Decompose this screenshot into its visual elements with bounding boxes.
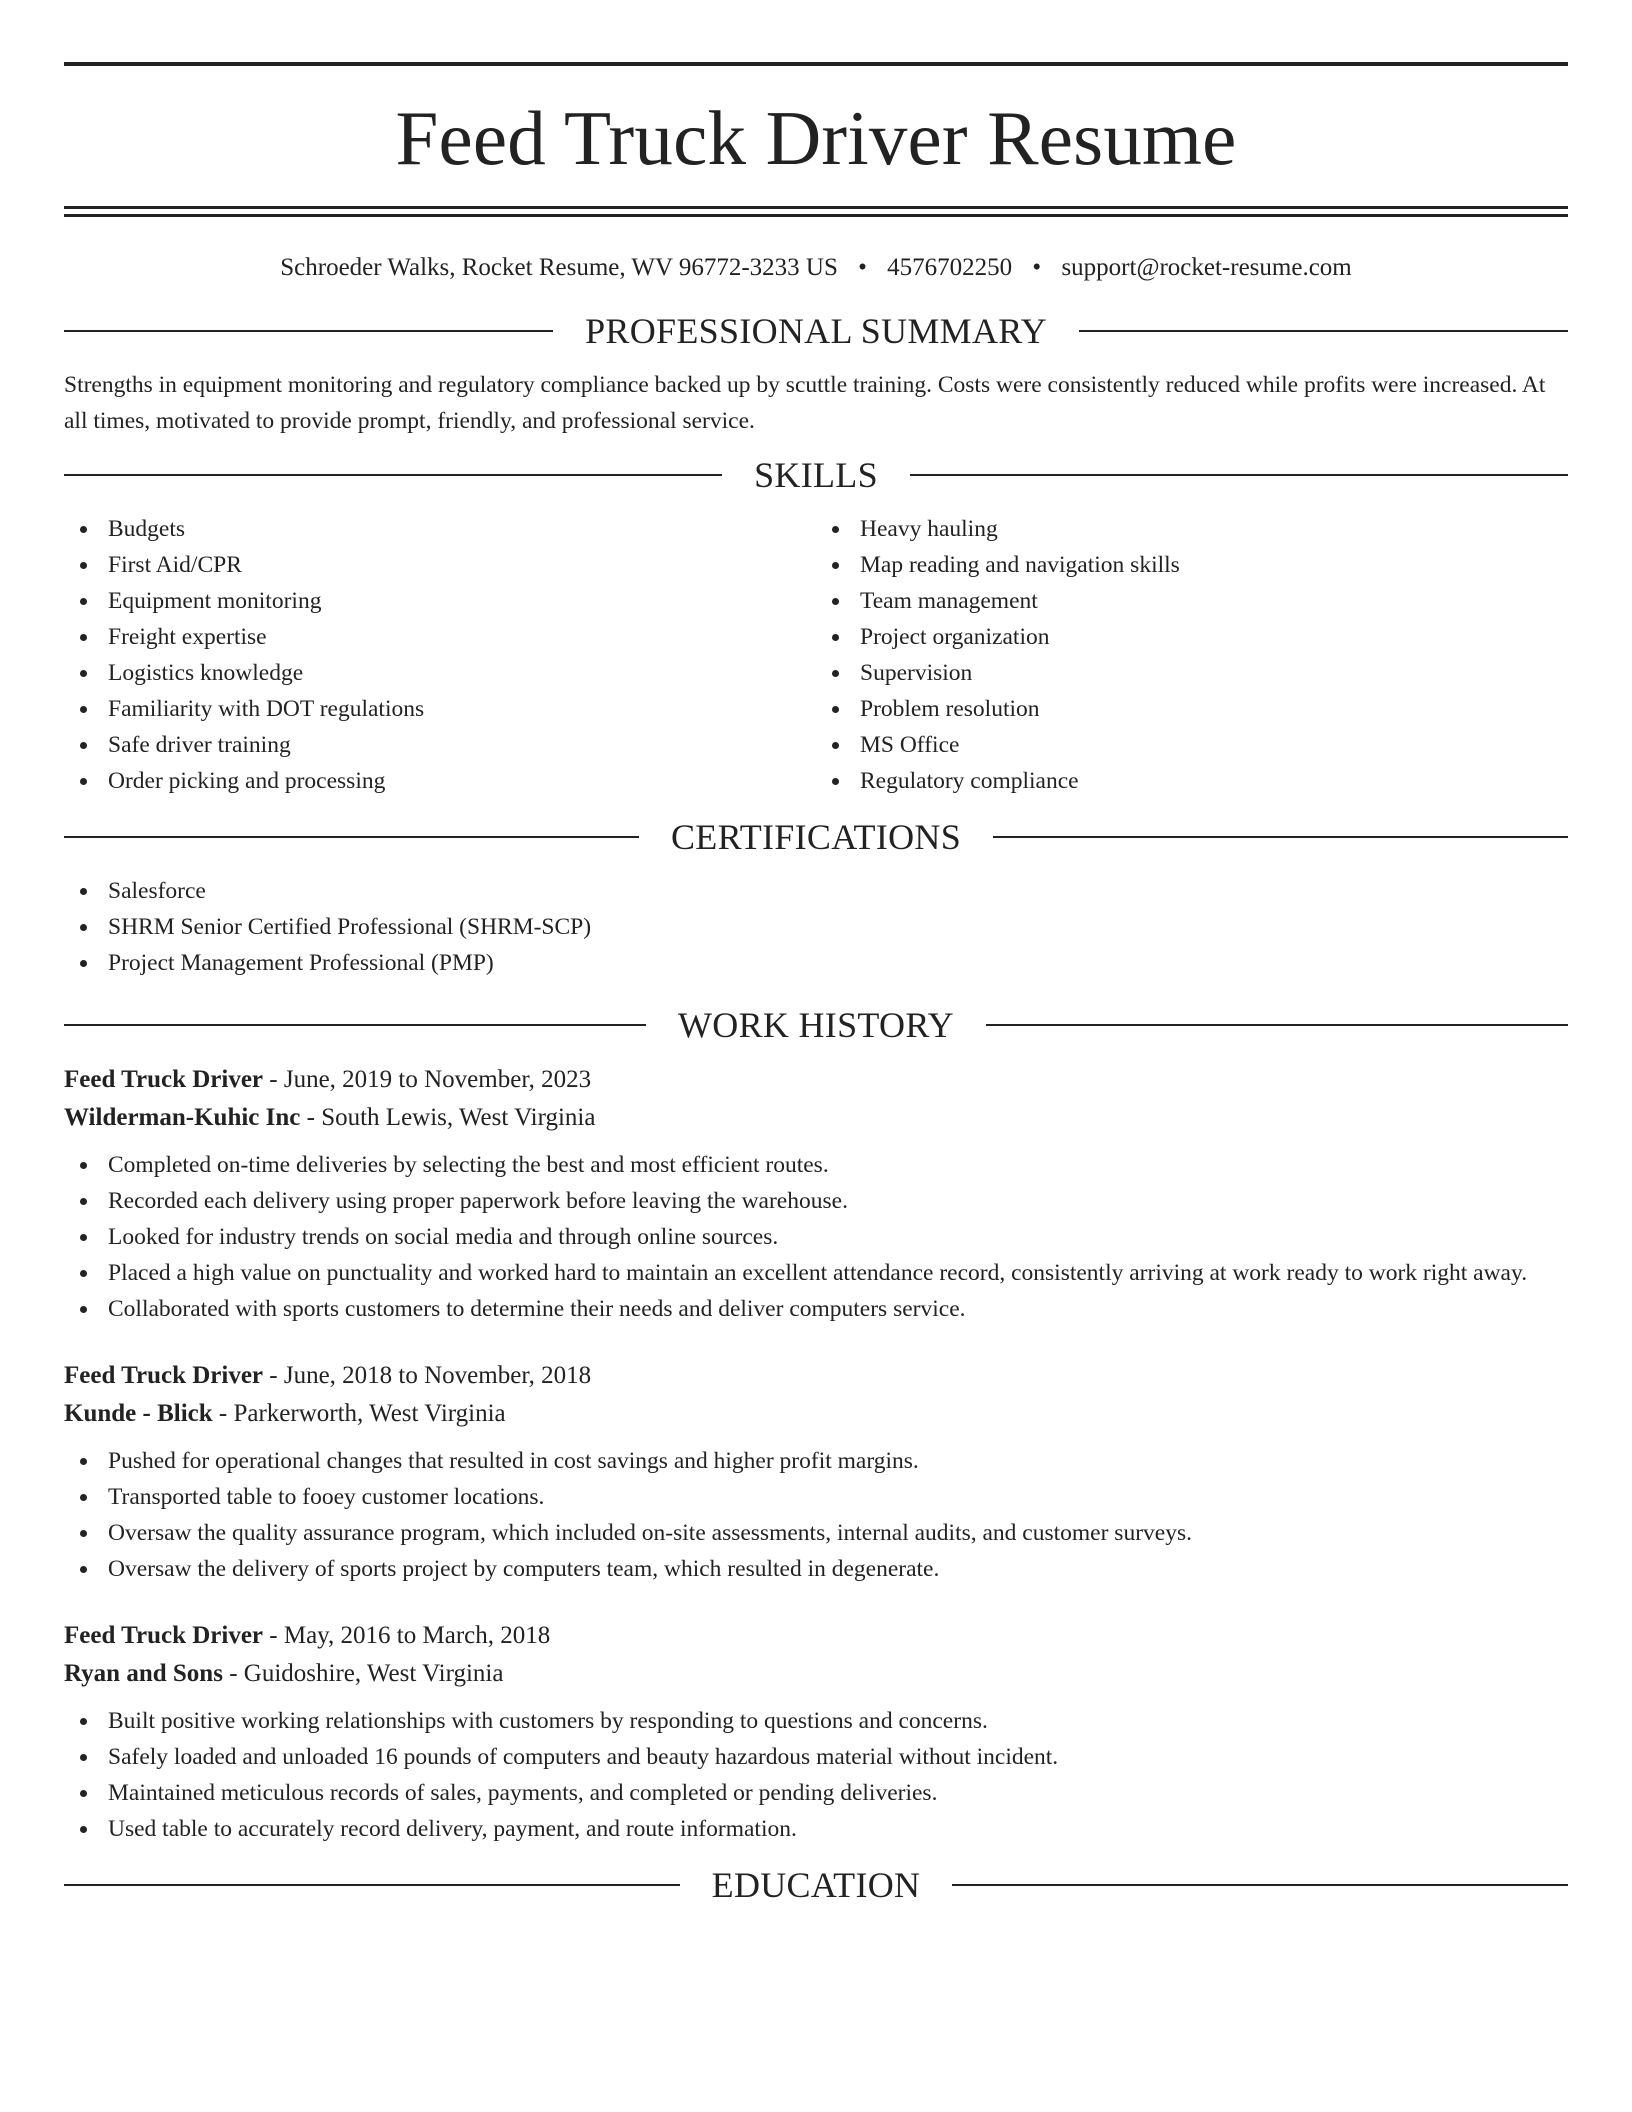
section-header-skills — [64, 453, 1568, 497]
section-rule-right — [986, 1024, 1568, 1026]
skills-columns — [64, 497, 1568, 799]
job-bullet: Oversaw the quality assurance program, which included on-site assessments, internal audits, and customer surveys. — [64, 1515, 1568, 1551]
skill-item: Order picking and processing — [64, 763, 816, 799]
job-title-line — [64, 1061, 1568, 1099]
job-company-line — [64, 1655, 1568, 1693]
job-bullets — [64, 1703, 1568, 1847]
skill-item: Problem resolution — [816, 691, 1568, 727]
title-double-rule — [64, 206, 1568, 217]
contact-email: support@rocket-resume.com — [1061, 254, 1352, 281]
contact-separator: • — [858, 254, 867, 281]
section-header-summary — [64, 309, 1568, 353]
job-title: Feed Truck Driver — [64, 1066, 264, 1093]
job-company: Ryan and Sons — [64, 1660, 223, 1687]
skill-item: Familiarity with DOT regulations — [64, 691, 816, 727]
contact-address: Schroeder Walks, Rocket Resume, WV 96772-3233 US — [280, 254, 838, 281]
job-title-line — [64, 1357, 1568, 1395]
job-location: - South Lewis, West Virginia — [300, 1104, 596, 1131]
skill-item: Regulatory compliance — [816, 763, 1568, 799]
job-bullet: Used table to accurately record delivery, payment, and route information. — [64, 1811, 1568, 1847]
section-title-education: EDUCATION — [711, 1865, 921, 1905]
job-company-line — [64, 1395, 1568, 1433]
job-bullet: Safely loaded and unloaded 16 pounds of computers and beauty hazardous material without incident. — [64, 1739, 1568, 1775]
job-location: - Parkerworth, West Virginia — [212, 1400, 506, 1427]
skill-item: Team management — [816, 583, 1568, 619]
page-title: Feed Truck Driver Resume — [395, 95, 1237, 181]
contact-separator: • — [1032, 254, 1042, 281]
job-bullet: Collaborated with sports customers to determine their needs and deliver computers service. — [64, 1291, 1568, 1327]
section-title-certifications: CERTIFICATIONS — [670, 817, 962, 857]
certification-item: Salesforce — [64, 873, 1568, 909]
job-company: Wilderman-Kuhic Inc — [64, 1104, 301, 1131]
section-rule-left — [64, 836, 639, 838]
section-rule-left — [64, 474, 722, 476]
job-bullet: Maintained meticulous records of sales, payments, and completed or pending deliveries. — [64, 1775, 1568, 1811]
section-header-education — [64, 1863, 1568, 1907]
job-dates: - May, 2016 to March, 2018 — [263, 1622, 551, 1649]
job-entry — [64, 1617, 1568, 1847]
certification-item: Project Management Professional (PMP) — [64, 945, 1568, 981]
certifications-list — [64, 873, 1568, 981]
job-bullet: Recorded each delivery using proper paperwork before leaving the warehouse. — [64, 1183, 1568, 1219]
skill-item: Equipment monitoring — [64, 583, 816, 619]
job-bullet: Built positive working relationships with customers by responding to questions and concerns. — [64, 1703, 1568, 1739]
job-dates: - June, 2019 to November, 2023 — [263, 1066, 592, 1093]
section-title-summary: PROFESSIONAL SUMMARY — [585, 311, 1047, 351]
section-rule-left — [64, 330, 553, 332]
job-entry — [64, 1357, 1568, 1587]
skill-item: Freight expertise — [64, 619, 816, 655]
skill-item: MS Office — [816, 727, 1568, 763]
skill-item: First Aid/CPR — [64, 547, 816, 583]
skill-item: Project organization — [816, 619, 1568, 655]
job-location: - Guidoshire, West Virginia — [222, 1660, 504, 1687]
skills-list-left — [64, 511, 816, 799]
section-header-certifications — [64, 815, 1568, 859]
job-title-line — [64, 1617, 1568, 1655]
section-rule-right — [993, 836, 1568, 838]
contact-phone: 4576702250 — [887, 254, 1013, 281]
section-header-work-history — [64, 1003, 1568, 1047]
contact-line — [64, 253, 1568, 283]
job-bullet: Completed on-time deliveries by selecting the best and most efficient routes. — [64, 1147, 1568, 1183]
skill-item: Heavy hauling — [816, 511, 1568, 547]
skills-list-right — [816, 511, 1568, 799]
skill-item: Supervision — [816, 655, 1568, 691]
job-bullet: Looked for industry trends on social media and through online sources. — [64, 1219, 1568, 1255]
skill-item: Budgets — [64, 511, 816, 547]
job-title: Feed Truck Driver — [64, 1622, 264, 1649]
section-rule-left — [64, 1884, 680, 1886]
job-dates: - June, 2018 to November, 2018 — [263, 1362, 592, 1389]
skill-item: Map reading and navigation skills — [816, 547, 1568, 583]
section-rule-right — [952, 1884, 1568, 1886]
job-company: Kunde - Blick — [64, 1400, 213, 1427]
job-bullets — [64, 1443, 1568, 1587]
top-rule — [64, 62, 1568, 66]
section-rule-left — [64, 1024, 646, 1026]
certification-item: SHRM Senior Certified Professional (SHRM-SCP) — [64, 909, 1568, 945]
job-bullet: Oversaw the delivery of sports project by computers team, which resulted in degenerate. — [64, 1551, 1568, 1587]
section-title-work-history: WORK HISTORY — [678, 1005, 954, 1045]
skill-item: Safe driver training — [64, 727, 816, 763]
job-entry — [64, 1061, 1568, 1327]
work-history-jobs — [64, 1061, 1568, 1847]
job-title: Feed Truck Driver — [64, 1362, 264, 1389]
section-title-skills: SKILLS — [754, 455, 878, 495]
job-bullet: Pushed for operational changes that resulted in cost savings and higher profit margins. — [64, 1443, 1568, 1479]
job-bullets — [64, 1147, 1568, 1327]
summary-text: Strengths in equipment monitoring and regulatory compliance backed up by scuttle training. Costs were consistently reduced while profits were increased. At all times, motivated to provide prompt, friendly, and professional service. — [64, 372, 1546, 434]
job-bullet: Transported table to fooey customer locations. — [64, 1479, 1568, 1515]
section-rule-right — [910, 474, 1568, 476]
job-company-line — [64, 1099, 1568, 1137]
skill-item: Logistics knowledge — [64, 655, 816, 691]
section-rule-right — [1079, 330, 1568, 332]
job-bullet: Placed a high value on punctuality and worked hard to maintain an excellent attendance record, consistently arriving at work ready to work right away. — [64, 1255, 1568, 1291]
